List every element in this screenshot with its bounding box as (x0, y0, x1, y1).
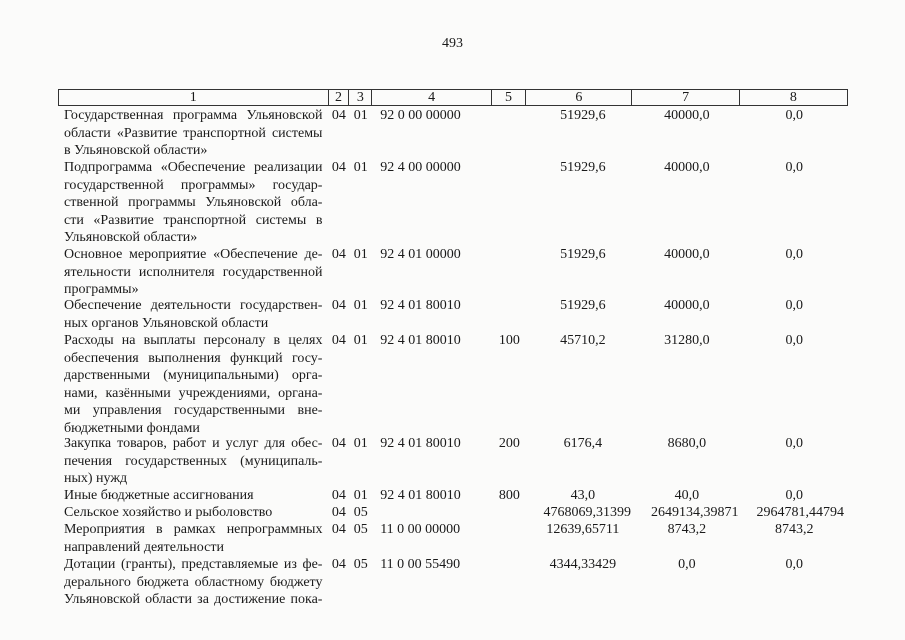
column-header: 7 (632, 90, 739, 105)
row-label (58, 435, 328, 488)
table-row (58, 435, 848, 488)
page-number: 493 (442, 36, 463, 51)
cell-amount-7: 8743,2 (667, 522, 707, 537)
cell-section: 04 (331, 108, 346, 123)
cell-amount-7: 40,0 (674, 488, 700, 503)
cell-amount-8: 2964781,44794 (756, 505, 844, 520)
cell-amount-6: 51929,6 (560, 160, 606, 175)
cell-amount-8: 0,0 (785, 333, 804, 348)
cell-amount-6: 43,0 (570, 488, 596, 503)
label-line: ных органов Ульяновской области (64, 315, 269, 331)
cell-subsection: 01 (353, 333, 368, 348)
label-line: сти «Развитие транспортной системы в (64, 212, 323, 228)
cell-target-code: 92 4 01 80010 (380, 333, 461, 348)
cell-subsection: 01 (353, 108, 368, 123)
table-row (58, 504, 848, 522)
cell-amount-7: 40000,0 (664, 298, 710, 313)
label-line: программы» (64, 282, 139, 298)
cell-target-code: 92 4 01 00000 (380, 247, 461, 262)
cell-section: 04 (331, 298, 346, 313)
label-line: обеспечения выполнения функций госу- (64, 350, 323, 366)
table-row (58, 487, 848, 505)
cell-amount-8: 8743,2 (775, 522, 814, 537)
cell-amount-7: 8680,0 (667, 436, 707, 451)
cell-section: 04 (331, 160, 346, 175)
cell-expense-type: 200 (498, 436, 520, 451)
cell-subsection: 05 (353, 505, 368, 520)
label-line: ятельности исполнителя государственной (64, 264, 323, 280)
label-line: Ульяновской области» (64, 230, 198, 246)
cell-expense-type (492, 556, 526, 609)
cell-target-code: 92 4 01 80010 (380, 436, 461, 451)
label-line: Основное мероприятие «Обеспечение де- (64, 247, 323, 262)
label-line: ми управления государственными вне- (64, 403, 323, 419)
cell-subsection: 01 (353, 160, 368, 175)
cell-subsection: 01 (353, 488, 368, 503)
row-label (58, 504, 328, 522)
cell-expense-type (492, 107, 526, 160)
cell-amount-6: 4344,33429 (549, 557, 617, 572)
cell-amount-8: 0,0 (785, 488, 804, 503)
cell-amount-6: 12639,65711 (546, 522, 620, 537)
cell-amount-6: 6176,4 (563, 436, 603, 451)
cell-subsection: 01 (353, 298, 368, 313)
cell-amount-6: 51929,6 (560, 108, 606, 123)
cell-section: 04 (331, 522, 346, 537)
label-line: Дотации (гранты), представляемые из фе- (64, 557, 323, 572)
table-row (58, 107, 848, 160)
table-row (58, 521, 848, 556)
cell-expense-type: 100 (498, 333, 520, 348)
row-label (58, 332, 328, 438)
cell-amount-8: 0,0 (785, 298, 804, 313)
cell-expense-type (492, 246, 526, 299)
label-line: дарственными (муниципальными) орга- (64, 368, 323, 384)
label-line: печения государственных (муниципаль- (64, 453, 323, 469)
column-header: 6 (526, 90, 632, 105)
cell-expense-type (492, 521, 526, 556)
row-label (58, 556, 328, 609)
label-line: Расходы на выплаты персоналу в целях (64, 333, 323, 348)
label-line: дерального бюджета областному бюджету (64, 574, 323, 590)
cell-section: 04 (331, 247, 346, 262)
cell-amount-7: 31280,0 (664, 333, 710, 348)
label-line: Сельское хозяйство и рыболовство (64, 505, 273, 520)
cell-amount-7: 2649134,39871 (650, 505, 739, 520)
cell-amount-6: 51929,6 (560, 247, 606, 262)
table-row (58, 159, 848, 247)
cell-subsection: 05 (353, 522, 368, 537)
cell-amount-8: 0,0 (785, 160, 804, 175)
cell-target-code: 92 4 01 80010 (380, 298, 461, 313)
row-label (58, 487, 328, 505)
label-line: Ульяновской области за достижение пока- (64, 592, 323, 608)
column-header: 3 (349, 90, 372, 105)
cell-amount-7: 40000,0 (664, 108, 710, 123)
table-row (58, 556, 848, 609)
cell-amount-8: 0,0 (785, 557, 804, 572)
label-line: ственной программы Ульяновской обла- (64, 195, 323, 211)
row-label (58, 246, 328, 299)
cell-subsection: 05 (353, 557, 368, 572)
cell-amount-8: 0,0 (785, 108, 804, 123)
cell-target-code: 92 4 00 00000 (380, 160, 461, 175)
label-line: ных) нужд (64, 471, 128, 487)
label-line: Иные бюджетные ассигнования (64, 488, 254, 503)
table-row (58, 246, 848, 299)
label-line: бюджетными фондами (64, 420, 200, 436)
label-line: Государственная программа Ульяновской (64, 108, 323, 123)
cell-amount-8: 0,0 (785, 436, 804, 451)
cell-section: 04 (331, 488, 346, 503)
label-line: Обеспечение деятельности государствен- (64, 298, 323, 313)
cell-target-code (372, 504, 492, 522)
cell-amount-7: 0,0 (678, 557, 696, 572)
column-header: 2 (329, 90, 350, 105)
table-row (58, 297, 848, 332)
cell-amount-6: 45710,2 (560, 333, 606, 348)
cell-expense-type (492, 297, 526, 332)
cell-target-code: 11 0 00 55490 (380, 557, 461, 572)
label-line: в Ульяновской области» (64, 143, 208, 159)
cell-section: 04 (331, 557, 346, 572)
cell-amount-7: 40000,0 (664, 247, 710, 262)
label-line: нами, казёнными учреждениями, органа- (64, 385, 323, 401)
cell-section: 04 (331, 333, 346, 348)
cell-amount-7: 40000,0 (664, 160, 710, 175)
cell-amount-8: 0,0 (785, 247, 804, 262)
row-label (58, 107, 328, 160)
cell-subsection: 01 (353, 247, 368, 262)
cell-target-code: 92 0 00 00000 (380, 108, 461, 123)
cell-expense-type (492, 504, 526, 522)
column-header: 5 (492, 90, 526, 105)
label-line: государственной программы» государ- (64, 177, 323, 193)
label-line: Подпрограмма «Обеспечение реализации (64, 160, 323, 175)
cell-target-code: 11 0 00 00000 (380, 522, 461, 537)
cell-target-code: 92 4 01 80010 (380, 488, 461, 503)
column-header: 4 (372, 90, 492, 105)
cell-subsection: 01 (353, 436, 368, 451)
column-header: 1 (59, 90, 329, 105)
table-header (58, 89, 848, 106)
row-label (58, 297, 328, 332)
label-line: области «Развитие транспортной системы (64, 125, 323, 141)
row-label (58, 159, 328, 247)
label-line: направлений деятельности (64, 539, 224, 555)
cell-expense-type: 800 (498, 488, 520, 503)
cell-section: 04 (331, 505, 346, 520)
table-row (58, 332, 848, 438)
cell-expense-type (492, 159, 526, 247)
label-line: Мероприятия в рамках непрограммных (64, 522, 323, 537)
cell-amount-6: 51929,6 (560, 298, 606, 313)
cell-section: 04 (331, 436, 346, 451)
label-line: Закупка товаров, работ и услуг для обес- (64, 436, 323, 451)
row-label (58, 521, 328, 556)
cell-amount-6: 4768069,31399 (543, 505, 631, 520)
column-header: 8 (789, 90, 797, 105)
